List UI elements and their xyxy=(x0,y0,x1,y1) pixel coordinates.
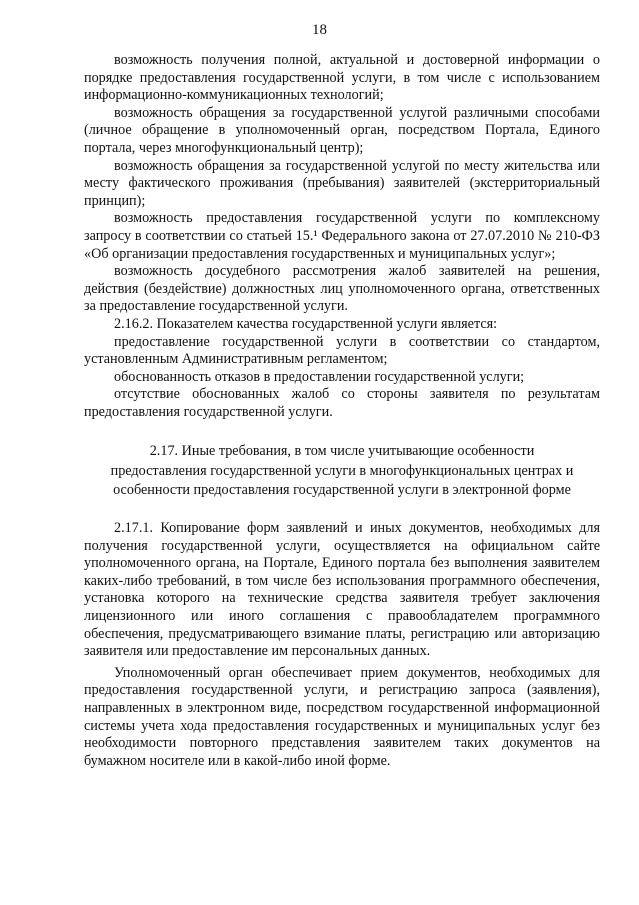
section-heading-line: особенности предоставления государственной услуги в электронной форме xyxy=(113,482,571,499)
document-body xyxy=(84,52,600,770)
paragraph-information-access: возможность получения полной, актуальной и достоверной информации о порядке предоставления государственной услуги, в том числе с использованием информационно-коммуникационных технологий; xyxy=(84,52,600,104)
paragraph-pretrial-appeal: возможность досудебного рассмотрения жалоб заявителей на решения, действия (бездействие) должностных лиц уполномоченного органа, ответственных за предоставление государственной услуги. xyxy=(84,263,600,315)
section-heading-line: предоставления государственной услуги в многофункциональных центрах и xyxy=(110,462,574,479)
paragraph-refusal-validity: обоснованность отказов в предоставлении государственной услуги; xyxy=(114,368,525,385)
paragraph-quality-indicator: 2.16.2. Показателем качества государственной услуги является: xyxy=(114,315,498,332)
paragraph-standard-compliance: предоставление государственной услуги в соответствии со стандартом, установленным Административным регламентом; xyxy=(84,333,600,368)
paragraph-form-copying: 2.17.1. Копирование форм заявлений и иных документов, необходимых для получения государственной услуги, осуществляется на официальном сайте уполномоченного органа, на Портале, Единого портала без выполнения заявителем каких-либо требований, в том числе без использования программного обеспечения, установка которого на технические средства заявителя требует заключения лицензионного или иного соглашения с правообладателем программного обеспечения, предусматривающего взимание платы, регистрацию или авторизацию заявителя или предоставление им персональных данных. xyxy=(84,519,600,660)
paragraph-no-complaints: отсутствие обоснованных жалоб со стороны заявителя по результатам предоставления государственной услуги. xyxy=(84,386,600,420)
paragraph-complex-request: возможность предоставления государственной услуги по комплексному запросу в соответствии со статьей 15.¹ Федерального закона от 27.07.2010 № 210-ФЗ «Об организации предоставления государственных и муниципальных услуг»; xyxy=(84,210,600,262)
page-number: 18 xyxy=(312,22,327,38)
section-heading-2-17 xyxy=(84,442,600,501)
paragraph-request-methods: возможность обращения за государственной услугой различными способами (личное обращение в уполномоченный орган, посредством Портала, Единого портала, через многофункциональный центр); xyxy=(84,104,600,156)
paragraph-extraterritorial: возможность обращения за государственной услугой по месту жительства или месту фактического проживания (пребывания) заявителей (экстерриториальный принцип); xyxy=(84,157,600,209)
paragraph-electronic-reception: Уполномоченный орган обеспечивает прием документов, необходимых для предоставления государственной услуги, и регистрацию запроса (заявления), направленных в электронном виде, посредством государственной информационной системы учета хода предоставления государственных и муниципальных услуг без необходимости повторного представления заявителем таких документов на бумажном носителе или в какой-либо иной форме. xyxy=(84,664,600,769)
section-heading-line: 2.17. Иные требования, в том числе учитывающие особенности xyxy=(149,443,535,460)
